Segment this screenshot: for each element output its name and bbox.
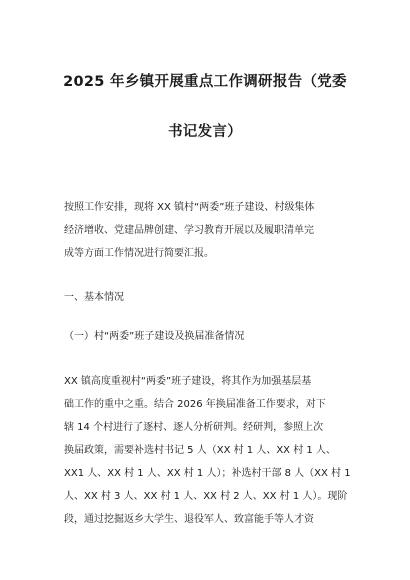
body-line: 段，通过挖掘返乡大学生、退役军人、致富能手等人才资	[64, 514, 314, 525]
intro-paragraph	[64, 196, 354, 265]
subsection-heading: （一）村“两委”班子建设及换届准备情况	[64, 331, 245, 342]
body-line: 础工作的重中之重。结合 2026 年换届准备工作要求，对下	[64, 399, 326, 410]
body-paragraph	[64, 370, 354, 531]
body-line: 换届政策，需要补选村书记 5 人（XX 村 1 人、XX 村 1 人、	[64, 445, 336, 456]
document-title-line-1: 2025 年乡镇开展重点工作调研报告（党委	[63, 74, 347, 90]
intro-line: 经济增收、党建品牌创建、学习教育开展以及履职清单完	[64, 225, 314, 236]
body-line: 人、XX 村 3 人、XX 村 1 人、XX 村 2 人、XX 村 1 人）。现阶	[64, 491, 348, 502]
body-line: XX 镇高度重视村“两委”班子建设，将其作为加强基层基	[64, 376, 312, 387]
intro-line: 成等方面工作情况进行简要汇报。	[64, 248, 214, 259]
intro-line: 按照工作安排，现将 XX 镇村“两委”班子建设、村级集体	[64, 202, 315, 213]
body-line: 辖 14 个村进行了逐村、逐人分析研判。经研判，参照上次	[64, 422, 324, 433]
body-line: XX1 人、XX 村 1 人、XX 村 1 人）；补选村干部 8 人（XX 村 1	[64, 468, 351, 479]
document-title-line-2: 书记发言）	[168, 124, 242, 140]
section-heading: 一、基本情况	[64, 292, 124, 303]
